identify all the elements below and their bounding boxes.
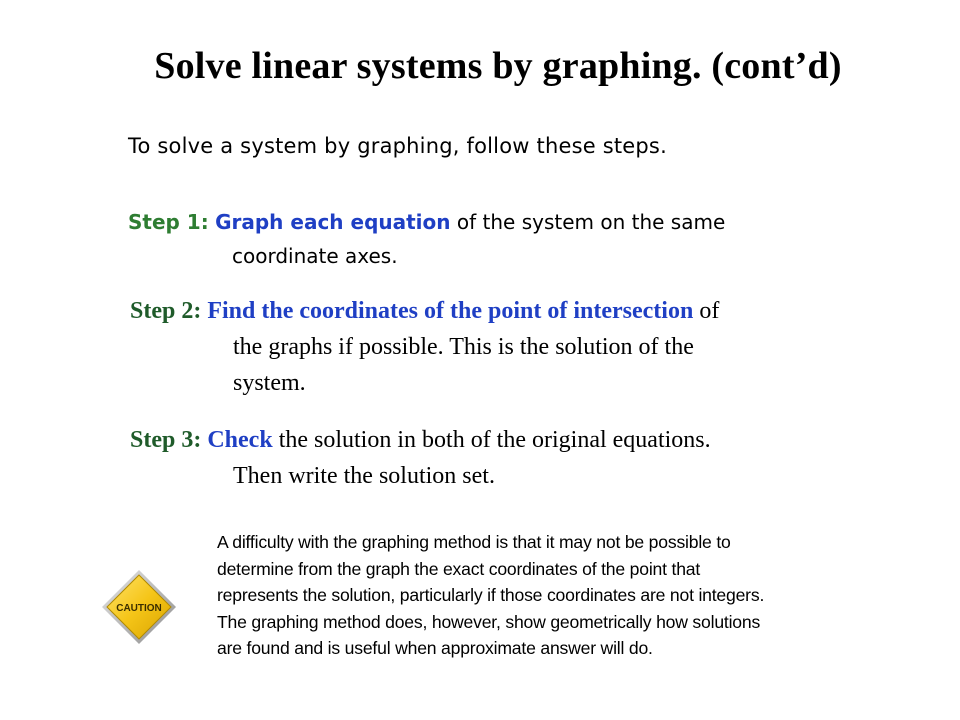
step-3-text-line2: Then write the solution set. (233, 463, 495, 489)
step-1-highlight: Graph each equation (215, 210, 451, 234)
note-line: determine from the graph the exact coordinates of the point that (217, 558, 701, 579)
page-title: Solve linear systems by graphing. (cont’d) (154, 45, 842, 87)
step-2-text-line3: system. (233, 370, 306, 396)
step-1-text-line1: of the system on the same (450, 210, 726, 234)
caution-sign-text: CAUTION (116, 603, 162, 614)
step-3-text-line1: the solution in both of the original equations. (272, 427, 711, 453)
note-line: are found and is useful when approximate answer will do. (217, 638, 653, 658)
step-3 (130, 422, 930, 494)
step-2-label: Step 2: (130, 298, 202, 324)
step-2-text-line1: of (693, 298, 720, 324)
step-3-label: Step 3: (130, 427, 202, 453)
step-2-highlight: Find the coordinates of the point of intersection (207, 298, 694, 324)
step-2-text-line2: the graphs if possible. This is the solution of the (233, 334, 694, 360)
step-1-text-line2: coordinate axes. (232, 244, 398, 268)
note-line: The graphing method does, however, show geometrically how solutions (217, 611, 761, 632)
note-line: represents the solution, particularly if those coordinates are not integers. (217, 585, 765, 605)
caution-sign-icon (100, 568, 178, 646)
note-line: A difficulty with the graphing method is that it may not be possible to (217, 532, 731, 552)
step-1-label: Step 1: (128, 210, 209, 234)
step-1 (128, 205, 888, 273)
intro-text: To solve a system by graphing, follow these steps. (128, 134, 667, 158)
step-2 (130, 293, 930, 401)
caution-note (217, 529, 937, 662)
step-3-highlight: Check (207, 427, 273, 453)
